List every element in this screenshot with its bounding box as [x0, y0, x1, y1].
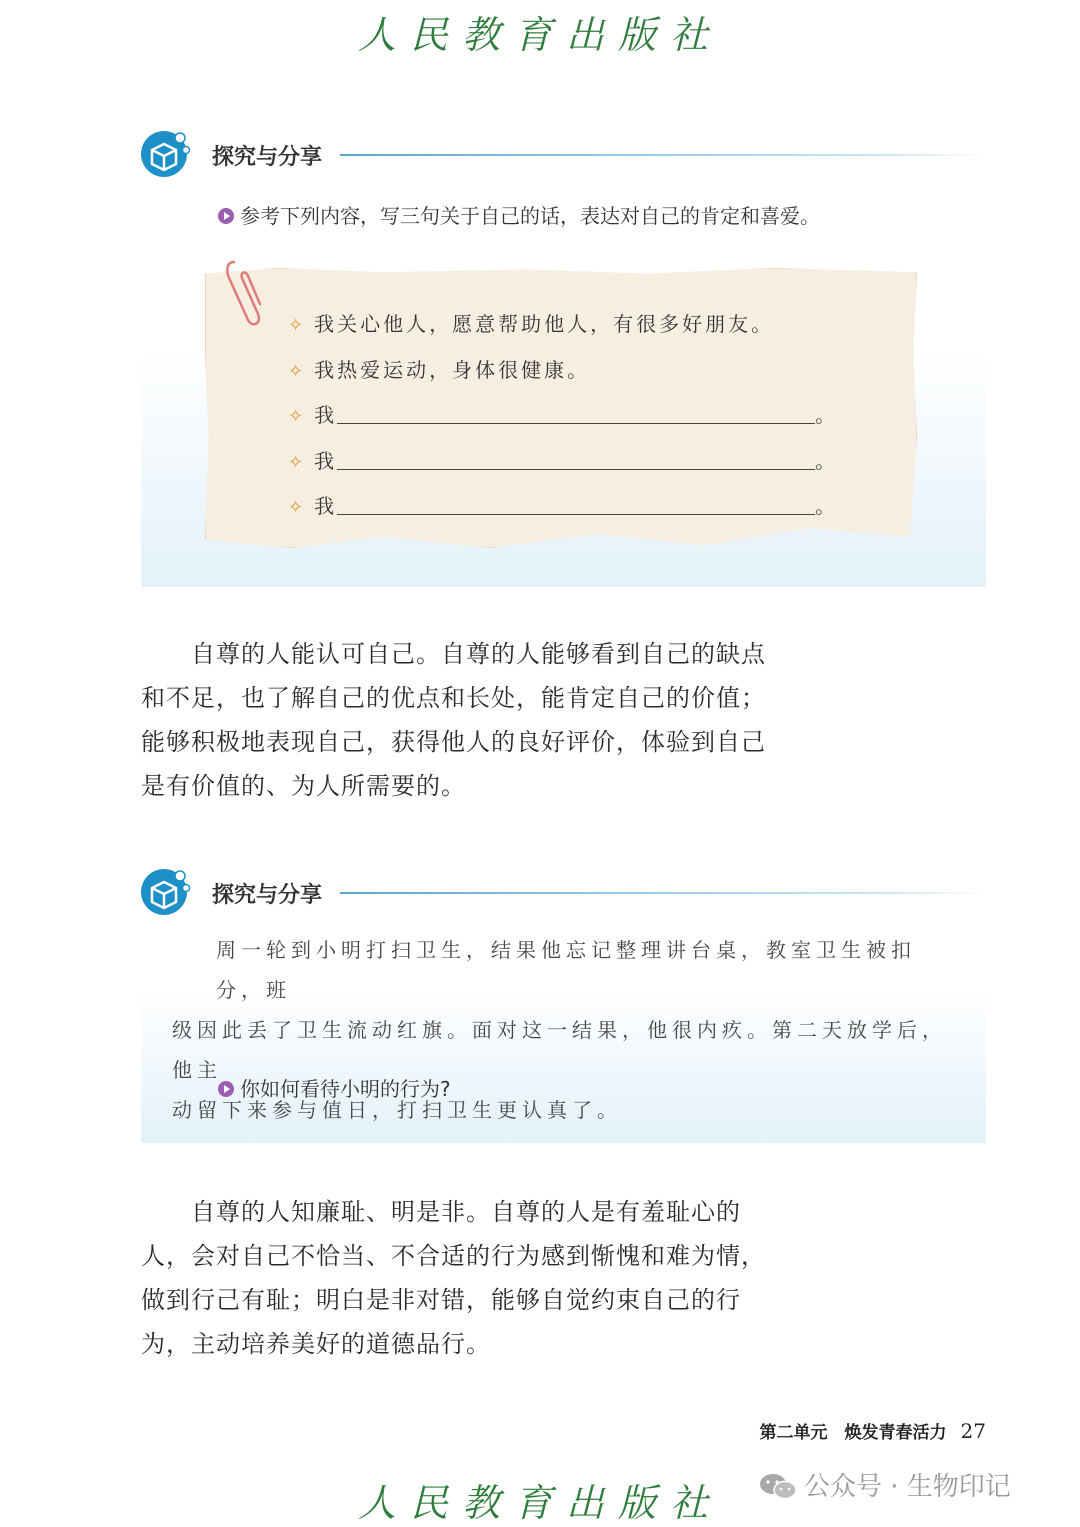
fill-blank[interactable]	[337, 451, 815, 470]
play-bullet-icon	[218, 1081, 234, 1097]
case-line: 级因此丢了卫生流动红旗。面对这一结果，他很内疚。第二天放学后，他主	[172, 1018, 947, 1082]
case-line: 周一轮到小明打扫卫生，结果他忘记整理讲台桌，教室卫生被扣分，班	[216, 938, 916, 1002]
fill-blank[interactable]	[337, 405, 815, 424]
diamond-star-icon: ✧	[288, 406, 307, 427]
watermark-text: 公众号 · 生物印记	[804, 1472, 1011, 1502]
diamond-star-icon: ✧	[288, 452, 307, 473]
paperclip-icon	[222, 258, 262, 328]
cube-bubbles-icon	[140, 866, 192, 918]
wechat-icon	[758, 1471, 798, 1501]
blank-end: 。	[815, 403, 839, 427]
note-text: 我	[314, 494, 338, 518]
note-line-4	[288, 445, 838, 474]
diamond-star-icon: ✧	[288, 497, 307, 518]
note-line-2	[288, 354, 590, 383]
cube-bubbles-icon	[140, 128, 192, 180]
section-title: 探究与分享	[212, 145, 323, 170]
note-line-3	[288, 399, 838, 428]
activity-prompt	[218, 1073, 451, 1102]
section-header-1	[140, 128, 985, 180]
section-divider	[340, 154, 985, 156]
unit-title: 第二单元 焕发青春活力	[759, 1423, 947, 1443]
publisher-logo-top: 人民教育出版社	[357, 13, 722, 57]
fill-blank[interactable]	[337, 496, 815, 515]
publisher-logo-bottom: 人民教育出版社	[357, 1481, 722, 1525]
case-line: 动留下来参与值日，打扫卫生更认真了。	[172, 1098, 622, 1122]
body-paragraph-2	[141, 1190, 781, 1366]
note-text: 我关心他人，愿意帮助他人，有很多好朋友。	[314, 312, 775, 336]
note-line-5	[288, 490, 838, 519]
prompt-text: 参考下列内容，写三句关于自己的话，表达对自己的肯定和喜爱。	[240, 204, 820, 228]
note-text: 我	[314, 449, 338, 473]
play-bullet-icon	[218, 208, 234, 224]
wechat-watermark	[758, 1466, 1011, 1503]
prompt-text: 你如何看待小明的行为?	[240, 1077, 451, 1101]
paragraph-line: 人，会对自己不恰当、不合适的行为感到惭愧和难为情，	[141, 1242, 766, 1270]
note-line-1	[288, 308, 774, 337]
note-text: 我	[314, 403, 338, 427]
blank-end: 。	[815, 494, 839, 518]
paragraph-line: 做到行己有耻；明白是非对错，能够自觉约束自己的行	[141, 1286, 741, 1314]
diamond-star-icon: ✧	[288, 361, 307, 382]
paragraph-line: 自尊的人知廉耻、明是非。自尊的人是有羞耻心的	[191, 1198, 741, 1226]
note-text: 我热爱运动，身体很健康。	[314, 358, 591, 382]
section-divider	[340, 892, 985, 894]
page-footer	[760, 1418, 986, 1443]
paragraph-line: 能够积极地表现自己，获得他人的良好评价，体验到自己	[141, 728, 766, 756]
page-number: 27	[960, 1419, 986, 1443]
paragraph-line: 为，主动培养美好的道德品行。	[141, 1330, 491, 1358]
activity-prompt	[218, 200, 820, 229]
section-header-2	[140, 866, 985, 918]
body-paragraph-1	[141, 632, 781, 808]
blank-end: 。	[815, 449, 839, 473]
diamond-star-icon: ✧	[288, 315, 307, 336]
section-title: 探究与分享	[212, 883, 323, 908]
paragraph-line: 自尊的人能认可自己。自尊的人能够看到自己的缺点	[191, 640, 766, 668]
paragraph-line: 和不足，也了解自己的优点和长处，能肯定自己的价值；	[141, 684, 766, 712]
paragraph-line: 是有价值的、为人所需要的。	[141, 772, 466, 800]
